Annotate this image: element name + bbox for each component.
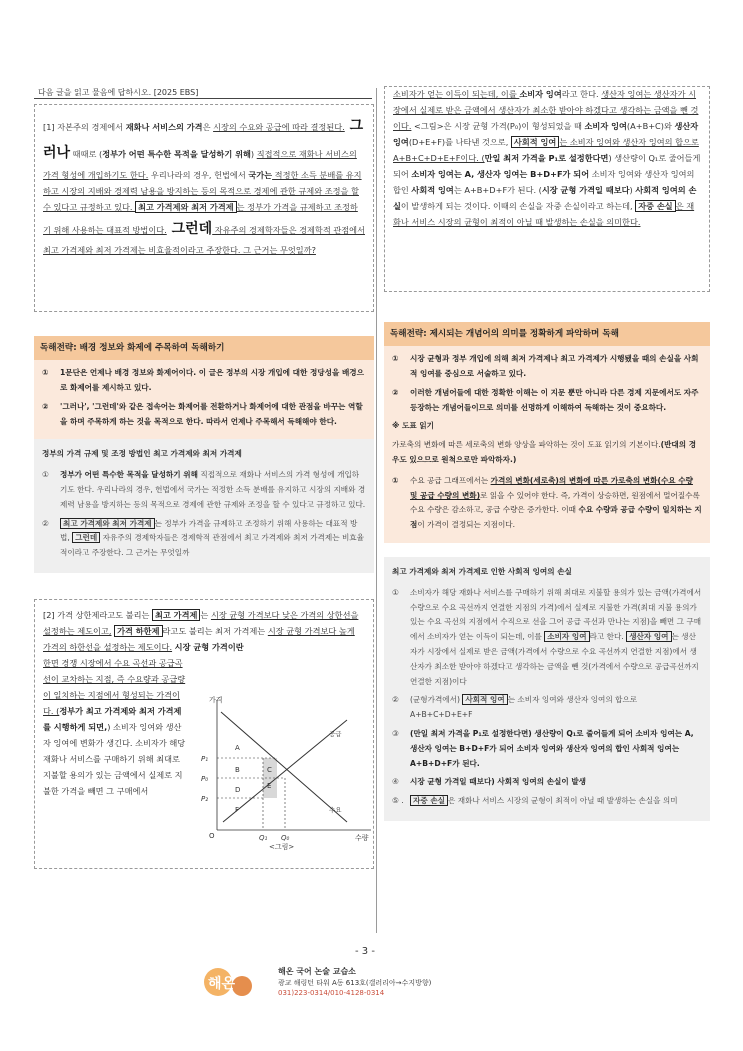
contact-info xyxy=(278,966,431,998)
strategy-title: 독해전략: 제시되는 개념어의 의미를 정확하게 파악하며 독해 xyxy=(384,322,710,346)
strategy-body xyxy=(384,346,710,543)
section-title: 최고 가격제와 최저 가격제로 인한 사회적 잉여의 손실 xyxy=(392,566,572,576)
header-rule xyxy=(34,98,372,99)
passage-continuation: 소비자가 얻는 이득이 되는데, 이를 소비자 잉여라고 한다. 생산자 잉여는 생산자가 시장에서 실제로 받은 금액에서 생산자가 최소한 받아야 하겠다고 생각하는 금액을 뺀 것이다. <그림>은 시장 균형 가격(P₀)이 형성되었을 때 소비자 잉여(A+B+C)와 생산자 잉여(D+E+F)를 나타낸 것으로, 사회적 잉여 는 소비자 잉여와 생산자 잉여의 합으로 A+B+C+D+E+F이다. (만일 최저 가격을 P₁로 설정한다면) 생산량이 Q₁로 줄어들게 되어 소비자 잉여는 A, 생산자 잉여는 B+D+F가 되어 소비자 잉여와 생산자 잉여의 합인 사회적 잉여는 A+B+D+F가 된다. (시장 균형 가격일 때보다) 사회적 잉여의 손실이 발생하게 되는 것이다. 이때의 손실을 자중 손실이라고 하는데, 자중 손실 은 재화나 서비스 시장의 균형이 최적이 아닐 때 발생하는 손실을 의미한다. xyxy=(384,86,710,292)
q1-label: Q₁ xyxy=(259,833,268,842)
chart-reading-text: 가로축의 변화에 따른 세로축의 변화 양상을 파악하는 것이 도표 읽기의 기본이다.(반대의 경우도 있으므로 원척으로만 파악하자.) xyxy=(392,440,697,464)
y-axis-label: 가격 xyxy=(209,695,223,704)
passage-paragraph-1: [1] 자본주의 경제에서 재화나 서비스의 가격은 시장의 수요와 공급에 따라 결정된다. 그러나 때때로 (정부가 어떤 특수한 목적을 달성하기 위해) 직접적으로 재화나 서비스의 가격 형성에 개입하기도 한다. 우리나라의 경우, 헌법에서 국가는 적정한 소득 분배를 유지하고 시장의 지배와 경제력 남용을 방지하는 등의 목적으로 경제에 관한 규제와 조정을 할 수 있다고 규정하고 있다. 최고 가격제와 최저 가격제 는 정부가 가격을 규제하고 조정하기 위해 사용하는 대표적 방법이다. 그런데 자유주의 경제학자들은 경제학적 관점에서 최고 가격제와 최저 가격제는 비효율적이라고 주장한다. 그 근거는 무엇일까? xyxy=(34,104,374,312)
list-item: ② 최고 가격제와 최저 가격제 는 정부가 가격을 규제하고 조정하기 위해 사용하는 대표적 방법, 그런데 자유주의 경제학자들은 경제학적 관점에서 최고 가격제와 최저 가격제는 비효율적이라고 주장한다. 그 근거는 무엇일까 xyxy=(42,518,364,558)
list-item: ① 수요 공급 그래프에서는 가격의 변화(세로축)의 변화에 따른 가로축의 변화(수요 수량 및 공급 수량의 변화)로 읽을 수 있어야 한다. 즉, 가격이 상승하면, 원점에서 멀어질수록 수요 수량은 감소하고, 공급 수량은 증가한다. 이때 수요 수량과 공급 수량이 일치하는 지점이 가격이 결정되는 지점이다. xyxy=(392,475,702,530)
svg-text:해온: 해온 xyxy=(208,976,236,992)
left-column xyxy=(34,104,374,869)
q0-label: Q₀ xyxy=(281,833,290,842)
section-title: 정부의 가격 규제 및 조정 방법인 최고 가격제와 최저 가격제 xyxy=(42,449,242,459)
phone-number: 031)223-0314/010-4128-0314 xyxy=(278,988,385,997)
origin-label: O xyxy=(209,831,215,840)
supply-label: 공급 xyxy=(329,729,342,738)
strategy-title: 독해전략: 배경 정보와 화제에 주목하여 독해하기 xyxy=(34,336,374,360)
p2-label: P₂ xyxy=(201,794,209,803)
list-item: ① 정부가 어떤 특수한 목적을 달성하기 위해 직접적으로 재화나 서비스의 가격 형성에 개입하기도 한다. 우리나라의 경우, 헌법에서 국가는 적정한 소득 분배를 유지하고 시장의 지배와 경제력 남용을 방지하는 등의 목적으로 경제에 관한 규제와 조정을 할 수 있다고 규정하고 있다. xyxy=(42,470,366,509)
x-axis-label: 수량 xyxy=(355,833,369,842)
list-item: ④ 시장 균형 가격일 때보다) 사회적 잉여의 손실이 발생 xyxy=(392,777,587,787)
list-item: ② (균형가격에서) 사회적 잉여 는 소비자 잉여와 생산자 잉여의 합으로 A+B+C+D+E+F xyxy=(392,695,638,720)
right-column xyxy=(384,86,710,821)
list-item: ③ (만일 최저 가격을 P₁로 설정한다면) 생산량이 Q₁로 줄어들게 되어 소비자 잉여는 A, 생산자 잉여는 B+D+F가 되어 소비자 잉여와 생산자 잉여의 합인 사회적 잉여는 A+B+D+F가 된다. xyxy=(392,728,694,768)
reading-strategy-2 xyxy=(384,322,710,543)
area-e: E xyxy=(267,781,272,790)
demand-label: 수요 xyxy=(329,805,342,814)
chart-reading-title: ※ 도표 읽기 xyxy=(392,421,435,431)
summary-section-1 xyxy=(34,439,374,573)
p1-label: P₁ xyxy=(201,754,209,763)
list-item: ⑤ . 자중 손실 은 재화나 서비스 시장의 균형이 최적이 아닐 때 발생하는 손실을 의미 xyxy=(392,796,678,806)
haeon-logo xyxy=(196,960,272,1002)
paragraph-wrap: 한면 경쟁 시장에서 수요 곡선과 공급곡선이 교차하는 지점, 즉 수요량과 공급량이 일치하는 지점에서 형성되는 가격이다. (정부가 최고 가격제와 최저 가격제를 시행하게 되면,) 소비자 잉여와 생산자 잉여에 변화가 생긴다. 소비자가 해당 재화나 서비스를 구매하기 위해 최대로 지불할 용의가 있는 금액에서 실제로 지불한 가격을 빼면 그 구매에서 xyxy=(43,657,186,796)
supply-demand-graph xyxy=(195,692,375,852)
area-b: B xyxy=(235,765,240,774)
area-d: D xyxy=(235,785,241,794)
summary-section-2 xyxy=(384,557,710,821)
list-item: ② '그러나', '그런데'와 같은 접속어는 화제어를 전환하거나 화제어에 대한 관점을 바꾸는 역할을 하며 주목하게 하는 것을 목적으로 한다. 따라서 언제나 주목해서 독해해야 한다. xyxy=(42,401,363,426)
strategy-body xyxy=(34,360,374,439)
boxed-keyword: 최고 가격제와 최저 가격제 xyxy=(135,201,237,213)
page-number: - 3 - xyxy=(355,946,375,957)
address: 광교 해링턴 타워 A동 613호(갤러리아→수지방향) xyxy=(278,978,432,987)
figure-caption: <그림> xyxy=(269,842,295,851)
column-divider xyxy=(376,88,377,933)
list-item: ① 1문단은 언제나 배경 정보와 화제어이다. 이 글은 정부의 시장 개입에 대한 정당성을 배경으로 화제어를 제시하고 있다. xyxy=(42,368,364,392)
list-item: ① 시장 균형과 정부 개입에 의해 최저 가격제나 최고 가격제가 시행됐을 때의 손실을 사회적 잉여를 중심으로 서술하고 있다. xyxy=(392,354,699,378)
question-instruction: 다음 글을 읽고 물음에 답하시오. [2025 EBS] xyxy=(38,88,199,97)
area-f: F xyxy=(235,805,240,814)
org-name: 해온 국어 논술 교습소 xyxy=(278,967,356,976)
list-item: ① 소비자가 해당 재화나 서비스를 구매하기 위해 최대로 지불할 용의가 있는 금액(가격에서 수량으로 수요 곡선까지 연결한 지점의 가격)에서 실제로 지불한 가격(최대 지불 용의가 있는 수요 곡선의 지점에서 수직으로 선을 그어 공급 곡선과 만나는 지점)을 빼면 그 구매에서 소비자가 얻는 이득이 되는데, 이를 소비자 잉여 라고 한다. 생산자 잉여 는 생산자가 시장에서 실제로 받은 금액(가격에서 수량으로 수요 곡선까지 연결한 지점)에서 생산자가 최소한 받아야 하겠다고 생각하는 금액을 뺀 것(가격에서 수량으로 공급곡선까지 연결한 지점)이다 xyxy=(392,587,702,686)
reading-strategy-1 xyxy=(34,336,374,439)
list-item: ② 이러한 개념어들에 대한 정확한 이해는 이 지문 뿐만 아니라 다른 경제 지문에서도 자주 등장하는 개념어들이므로 의미를 선명하게 이해하여 독해하는 것이 중요하다. xyxy=(392,387,699,412)
area-a: A xyxy=(235,743,240,752)
pe-label: P₀ xyxy=(201,774,209,783)
passage-paragraph-2: [2] 가격 상한제라고도 불리는 최고 가격제 는 시장 균형 가격보다 낮은 가격의 상한선을 설정하는 제도이고, 가격 하한제 라고도 불리는 최저 가격제는 시장 균형 가격보다 높게 가격의 하한선을 설정하는 제도이다. 시장 균형 가격이란 한면 경쟁 시장에서 수요 곡선과 공급곡선이 교차하는 지점, 즉 수요량과 공급량이 일치하는 지점에서 형성되는 가격이다. (정부가 최고 가격제와 최저 가격제를 시행하게 되면,) 소비자 잉여와 생산자 잉여에 변화가 생긴다. 소비자가 해당 재화나 서비스를 구매하기 위해 최대로 지불할 용의가 있는 금액에서 실제로 지불한 가격을 빼면 그 구매에서 가격 수량 O P₁ P₀ P₂ Q₁ Q₀ A B C D E F 공급 수요 <그림> xyxy=(34,599,374,869)
area-c: C xyxy=(267,765,272,774)
